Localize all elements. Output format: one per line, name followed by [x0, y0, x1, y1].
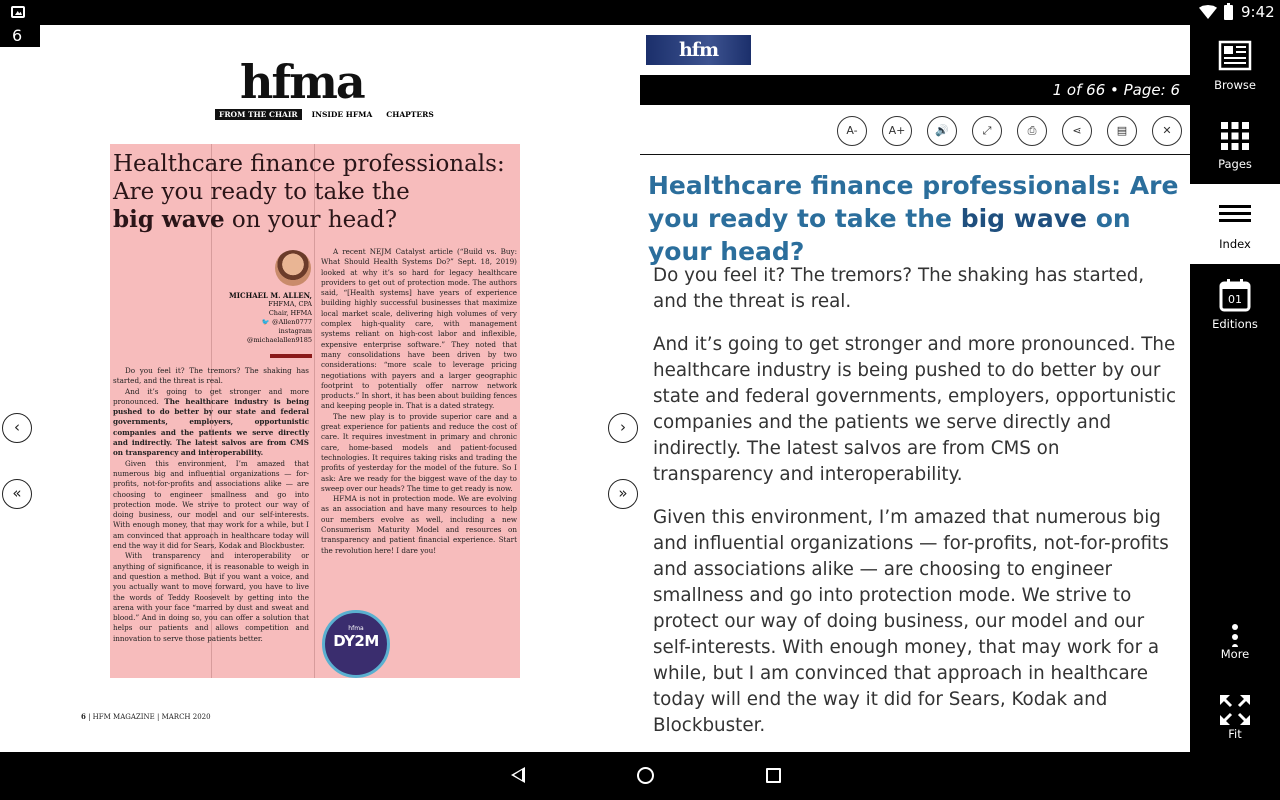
increase-font-button[interactable]: [882, 116, 912, 146]
author-photo: [275, 250, 311, 286]
magazine-footer: 6 | HFM MAGAZINE | MARCH 2020: [81, 712, 211, 721]
scan-headline: Healthcare finance professionals: Are you ready to take the big wave on your head?: [113, 151, 505, 233]
fit-screen-icon: [1218, 693, 1252, 727]
chevron-right-icon: ›: [620, 418, 626, 436]
battery-icon: [1224, 5, 1233, 20]
gallery-icon: [11, 6, 25, 18]
article-text-scroll[interactable]: [640, 155, 1190, 752]
article-scan-highlight[interactable]: [110, 144, 520, 678]
dy2m-badge: hfma DY2M: [322, 610, 390, 678]
article-paragraph: And it’s going to get stronger and more pronounced. The healthcare industry is being pushed to do better by our state and federal governments, employers, opportunistic companies and the patients we serve directly and indirectly. The latest salvos are from CMS on transparency and interoperability.: [653, 334, 1177, 485]
share-icon: ⋖: [1072, 124, 1082, 137]
article-panel: [640, 25, 1190, 752]
double-chevron-right-icon: »: [618, 484, 628, 502]
decrease-font-button[interactable]: [837, 116, 867, 146]
sidebar-fit[interactable]: Fit: [1190, 679, 1280, 759]
editions-day: 01: [1228, 293, 1242, 306]
sidebar-more[interactable]: More: [1190, 599, 1280, 679]
sidebar-browse[interactable]: Browse: [1190, 25, 1280, 105]
newspaper-icon: ▤: [1116, 124, 1128, 137]
recents-icon[interactable]: [766, 768, 781, 783]
chevron-left-icon: ‹: [14, 418, 20, 436]
byline-divider: [270, 354, 312, 358]
printer-icon: ⎙: [1027, 124, 1037, 137]
previous-page-button[interactable]: [2, 413, 32, 443]
list-icon: [1218, 198, 1252, 232]
hfm-brand-logo: hfm: [646, 35, 751, 65]
back-icon[interactable]: [511, 767, 525, 783]
font-decrease-icon: A-: [846, 124, 858, 137]
sidebar-index[interactable]: Index: [1190, 184, 1280, 264]
first-page-button[interactable]: [2, 479, 32, 509]
magazine-section-nav: [215, 109, 438, 120]
section-from-the-chair: FROM THE CHAIR: [215, 109, 302, 120]
next-page-button[interactable]: [608, 413, 638, 443]
last-page-button[interactable]: [608, 479, 638, 509]
author-byline: MICHAEL M. ALLEN, FHFMA, CPA Chair, HFMA 🐦 @Allen0777 instagram @michaelallen9185: [229, 291, 312, 344]
close-icon: ✕: [1162, 124, 1172, 137]
newspaper-icon: [1218, 39, 1252, 73]
font-increase-icon: A+: [888, 124, 906, 137]
scan-column-right: A recent NEJM Catalyst article (“Build vs. Buy: What Should Health Systems Do?” Sept. 18, 2019) looked at why it’s so hard for legacy healthcare providers to get out of protection mode. The authors said, “[Health systems] have years of experience building highly successful businesses that maximize local market scale, delivering high volumes of very complex high-quality care, with management systems reliant on high-cost labor and inflexible, expensive enterprise software.” They noted that many consolidations have been driven by two considerations: “more scale to leverage pricing negotiations with payers and a larger geographic footprint to potentially offer narrow network products.” In short, it has been about building fences and keeping people in. That is a dated strategy. The new play is to provide superior care and a great experience for patients and reduce the cost of care. It requires investment in primary and chronic care, home-based models and patient-focused technologies. It requires taking risks and trading the profits of yesterday for the model of the future. So I ask: Are we ready for the biggest wave of the day to sweep over our heads? The time to get ready is now. HFMA is not in protection mode. We are evolving as an association and have many resources to help our members evolve as well, including a new Consumerism Maturity Model and resources on transparency and patient financial experience. Start the revolution here! I dare you!: [321, 247, 517, 555]
expand-icon: ⤢: [982, 124, 992, 137]
audio-button[interactable]: [927, 116, 957, 146]
sidebar-editions[interactable]: 01 Editions: [1190, 264, 1280, 344]
article-toolbar: [640, 105, 1190, 155]
status-bar: [0, 0, 1280, 25]
article-title: Healthcare finance professionals: Are you ready to take the big wave on your head?: [648, 171, 1179, 266]
fullscreen-button[interactable]: [972, 116, 1002, 146]
sidebar-pages[interactable]: Pages: [1190, 105, 1280, 185]
app-sidebar: [1190, 25, 1280, 752]
page-number-badge: 6: [0, 25, 40, 47]
double-chevron-left-icon: «: [12, 484, 22, 502]
article-paragraph: Do you feel it? The tremors? The shaking has started, and the threat is real.: [653, 265, 1145, 312]
speaker-icon: 🔊: [935, 124, 949, 137]
print-button[interactable]: [1017, 116, 1047, 146]
close-article-button[interactable]: [1152, 116, 1182, 146]
magazine-page[interactable]: [40, 25, 600, 752]
share-button[interactable]: [1062, 116, 1092, 146]
section-chapters: CHAPTERS: [386, 110, 434, 119]
article-view-button[interactable]: [1107, 116, 1137, 146]
section-inside-hfma: INSIDE HFMA: [311, 110, 373, 119]
magazine-logo: hfma: [240, 55, 364, 109]
wifi-icon: [1199, 5, 1217, 19]
twitter-icon: 🐦: [261, 318, 270, 326]
reading-area: [0, 25, 1190, 752]
scan-column-left: Do you feel it? The tremors? The shaking has started, and the threat is real. And it’s going to get stronger and more pronounced. The healthcare industry is being pushed to do better by our state and federal governments, employers, opportunistic companies and the patients we serve directly and indirectly. The latest salvos are from CMS on transparency and interoperability. Given this environment, I’m amazed that numerous big and influential organizations — for-profits, not-for-profits and associations alike — are choosing to engineer smallness and go into protection mode. We strive to protect our way of doing business, our model and our self-interests. With enough money, that may work for a while, but I am convinced that approach in healthcare today will end the way it did for Sears, Kodak and Blockbuster. With transparency and interoperability or anything of significance, it is reasonable to weigh in and question a method. But if you want a voice, and you actually want to move forward, you have to live the words of Teddy Roosevelt by getting into the arena with your face “marred by dust and sweat and blood.” And in doing so, you can offer a solution that helps our patients and allows competition and innovation to serve those patients better.: [113, 366, 309, 643]
article-body: [653, 263, 1183, 752]
more-vertical-icon: [1218, 613, 1252, 647]
home-icon[interactable]: [637, 767, 654, 784]
article-paragraph: Given this environment, I’m amazed that numerous big and influential organizations — for-profits, not-for-profits and associations alike — are choosing to engineer smallness and go into protection mode. We strive to protect our way of doing business, our model and our self-interests. With enough money, that may work for a while, but I am convinced that approach in healthcare today will end the way it did for Sears, Kodak and Blockbuster.: [653, 507, 1169, 736]
grid-icon: [1218, 119, 1252, 153]
page-info-bar: 1 of 66 • Page: 6: [640, 75, 1190, 105]
status-time: 9:42: [1241, 3, 1275, 21]
